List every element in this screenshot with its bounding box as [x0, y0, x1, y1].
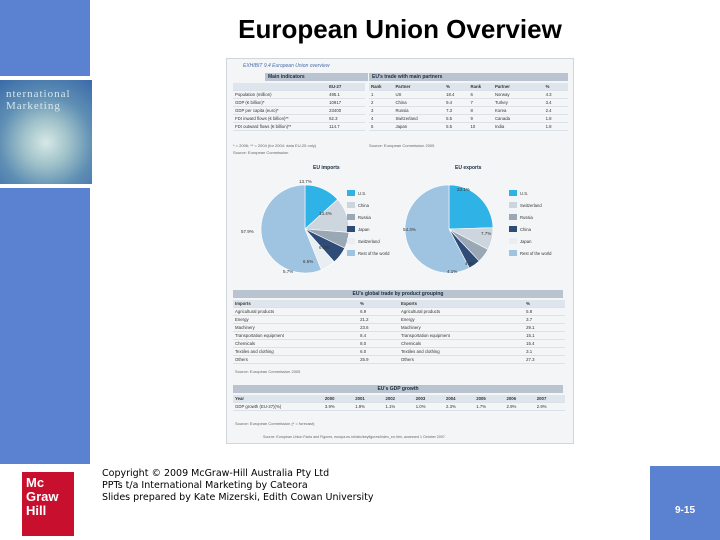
sidebar — [0, 0, 92, 540]
legend-swatch — [509, 250, 517, 256]
exports-legend — [509, 187, 551, 259]
table-cell: 8.0 — [360, 341, 367, 346]
table-row — [233, 308, 565, 316]
table-cell: 2001 — [355, 396, 365, 401]
copyright-notice — [102, 468, 373, 504]
table-cell: 5.8 — [526, 309, 533, 314]
legend-label: Rest of the world — [358, 250, 390, 256]
product-grouping-table — [233, 300, 565, 364]
table-cell: 495.1 — [329, 92, 340, 97]
table-cell: 3.4 — [545, 100, 552, 105]
legend-label: China — [520, 226, 531, 232]
table-cell: % — [446, 84, 450, 89]
imports-title: EU imports — [313, 165, 340, 171]
exports-title: EU exports — [455, 165, 482, 171]
legend-label: Japan — [520, 238, 532, 244]
table-cell: 7.3 — [446, 108, 453, 113]
legend-item — [509, 235, 551, 247]
table-header-row — [233, 300, 565, 308]
table-cell: Machinery — [401, 325, 421, 330]
legend-item — [509, 223, 551, 235]
table-cell: Year — [235, 396, 245, 401]
legend-swatch — [347, 238, 355, 244]
product-grouping-title: EU's global trade by product grouping — [233, 290, 563, 298]
table-cell: Canada — [494, 116, 510, 121]
table-cell: Textiles and clothing — [235, 349, 274, 354]
copyright-line: Copyright © 2009 McGraw-Hill Australia Pty Ltd — [102, 468, 330, 479]
legend-item — [509, 187, 551, 199]
table-cell: Others — [235, 357, 248, 362]
table-cell: GDP (€ billion)* — [235, 100, 265, 105]
table-cell: 2.3% — [445, 404, 456, 409]
table-cell: Korea — [494, 108, 507, 113]
table-cell: 10 — [470, 124, 476, 129]
table-cell: 1.9% — [355, 404, 365, 409]
legend-swatch — [509, 202, 517, 208]
table-cell: 2.9% — [536, 404, 547, 409]
imports-legend — [347, 187, 389, 259]
table-cell: Turkey — [494, 100, 508, 105]
table-cell: 4.3 — [545, 92, 552, 97]
table-cell: Norway — [494, 92, 510, 97]
legend-item — [509, 247, 551, 259]
exhibit-figure — [226, 58, 574, 444]
imports-label: 13.7% — [299, 179, 312, 184]
table-cell: 10917 — [329, 100, 342, 105]
page-number: 9-15 — [650, 466, 720, 540]
main-indicators-source: Source: European Commission — [233, 150, 289, 155]
table-cell: 2.4 — [545, 108, 552, 113]
table-row — [233, 403, 565, 411]
legend-swatch — [509, 226, 517, 232]
logo-word: Hill — [26, 503, 47, 518]
table-cell: 1.1% — [385, 404, 396, 409]
legend-item — [347, 223, 389, 235]
table-cell: GDP growth (EU-27)(%) — [235, 404, 282, 409]
table-cell: 5.5 — [446, 124, 453, 129]
table-cell: 62.3 — [329, 116, 338, 121]
legend-label: Switzerland — [520, 202, 542, 208]
legend-swatch — [347, 202, 355, 208]
copyright-line: PPTs t/a International Marketing by Cateora — [102, 480, 308, 491]
table-cell: 3.7 — [526, 317, 533, 322]
legend-swatch — [509, 238, 517, 244]
table-header-row — [233, 395, 565, 403]
exports-pie-slice — [449, 185, 493, 229]
table-cell: US — [395, 92, 402, 97]
table-cell: 4 — [371, 116, 374, 121]
table-cell: Others — [401, 357, 414, 362]
table-cell: Machinery — [235, 325, 255, 330]
table-row — [233, 324, 565, 332]
legend-label: Rest of the world — [520, 250, 552, 256]
table-cell: 18.4 — [446, 92, 455, 97]
table-cell: China — [395, 100, 407, 105]
table-cell: 2007 — [536, 396, 547, 401]
table-cell: 1.8 — [545, 116, 552, 121]
table-cell: Rank — [470, 84, 482, 89]
legend-label: U.S. — [358, 190, 367, 196]
table-cell: 27.3 — [526, 357, 535, 362]
table-row — [233, 356, 565, 364]
table-cell: Rank — [371, 84, 382, 89]
legend-item — [347, 235, 389, 247]
table-cell: 2006 — [506, 396, 517, 401]
table-cell: 2004 — [445, 396, 456, 401]
legend-label: U.S. — [520, 190, 529, 196]
table-cell: Partner — [395, 84, 411, 89]
legend-swatch — [509, 214, 517, 220]
table-cell: 15.1 — [526, 333, 535, 338]
exports-label: 54.3% — [403, 227, 416, 232]
exports-label: 4.1% — [447, 269, 458, 274]
imports-label: 13.4% — [319, 211, 332, 216]
table-cell: 3.1 — [526, 349, 533, 354]
legend-swatch — [347, 214, 355, 220]
table-row — [233, 332, 565, 340]
table-cell: Japan — [395, 124, 408, 129]
table-cell: 6.0 — [360, 349, 367, 354]
table-cell: 1.7% — [476, 404, 487, 409]
logo-word: Graw — [26, 489, 59, 504]
legend-label: Japan — [358, 226, 370, 232]
table-cell: 3.9% — [324, 404, 335, 409]
table-cell: 114.7 — [329, 124, 340, 129]
table-cell: Chemicals — [401, 341, 422, 346]
table-cell: Partner — [494, 84, 510, 89]
exports-label: 23.1% — [457, 187, 470, 192]
table-cell: % — [545, 84, 550, 89]
table-cell: 1.8 — [545, 124, 552, 129]
legend-label: Switzerland — [358, 238, 380, 244]
table-cell: Textiles and clothing — [401, 349, 440, 354]
legend-label: Russia — [358, 214, 371, 220]
table-cell: Exports — [401, 301, 417, 306]
table-cell: % — [526, 301, 530, 306]
exhibit-heading: EXHIBIT 9.4 European Union overview — [243, 63, 330, 69]
legend-item — [347, 199, 389, 211]
table-cell: FDI outward flows (€ billion)** — [235, 124, 292, 129]
table-row — [233, 316, 565, 324]
table-cell: 9.4 — [446, 100, 453, 105]
table-cell: Switzerland — [395, 116, 418, 121]
table-cell: Transportation equipment — [235, 333, 284, 338]
trade-partners-source: Source: European Commission 2005 — [369, 143, 435, 148]
product-grouping-source: Source: European Commission 2005 — [235, 369, 301, 374]
logo-line-2: Marketing — [6, 100, 61, 112]
logo-word: Mc — [26, 475, 45, 490]
main-indicators-title: Main indicators — [265, 73, 368, 81]
legend-item — [347, 247, 389, 259]
table-cell: 8 — [470, 108, 473, 113]
slide-title: European Union Overview — [238, 14, 562, 44]
table-cell: Transportation equipment — [401, 333, 450, 338]
table-cell: 6.9 — [360, 309, 367, 314]
legend-swatch — [347, 190, 355, 196]
table-cell: GDP per capita (euro)* — [235, 108, 279, 113]
exports-label: 7.7% — [481, 231, 492, 236]
table-cell: Chemicals — [235, 341, 256, 346]
sidebar-block — [0, 188, 90, 464]
table-cell: 1 — [371, 92, 374, 97]
table-cell: EU-27 — [329, 84, 342, 89]
table-cell: 2.9% — [506, 404, 517, 409]
table-cell: 7 — [470, 100, 473, 105]
imports-label: 5.7% — [283, 269, 294, 274]
gdp-growth-title: EU's GDP growth — [233, 385, 563, 393]
table-cell: Agricultural products — [401, 309, 441, 314]
table-cell: 25.9 — [360, 357, 369, 362]
table-cell: Russia — [395, 108, 409, 113]
imports-label: 57.9% — [241, 229, 254, 234]
legend-label: China — [358, 202, 369, 208]
legend-label: Russia — [520, 214, 533, 220]
legend-item — [509, 211, 551, 223]
sidebar-block — [0, 0, 90, 76]
table-cell: Agricultural products — [235, 309, 275, 314]
table-cell: Population (million) — [235, 92, 272, 97]
copyright-line: Slides prepared by Kate Mizerski, Edith Cowan University — [102, 492, 374, 503]
book-cover-logo — [0, 80, 92, 184]
legend-item — [347, 187, 389, 199]
table-cell: 2000 — [324, 396, 335, 401]
table-cell: 2005 — [476, 396, 486, 401]
table-cell: 2003 — [415, 396, 426, 401]
table-cell: 6 — [470, 92, 473, 97]
table-cell: FDI inward flows (€ billion)** — [235, 116, 289, 121]
logo-line-1: nternational — [6, 88, 71, 100]
main-indicators-note: * = 2006; ** = 2004 (for 2004: data EU-25 only) — [233, 143, 317, 148]
table-row — [233, 348, 565, 356]
legend-swatch — [347, 250, 355, 256]
table-cell: 5.5 — [446, 116, 453, 121]
trade-partners-title: EU's trade with main partners — [369, 73, 568, 81]
gdp-growth-source: Source: European Commission (* = forecast) — [235, 421, 315, 426]
table-cell: 2 — [371, 100, 374, 105]
table-cell: Energy — [401, 317, 415, 322]
imports-label: 6.1% — [319, 245, 330, 250]
exhibit-source: Source: European Union Facts and Figures, europa.eu.int/abc/keyfigures/index_en.htm, accessed 1 October 2007. — [263, 435, 446, 439]
legend-swatch — [347, 226, 355, 232]
table-cell: Imports — [235, 301, 251, 306]
mcgraw-hill-logo — [22, 472, 74, 536]
gdp-growth-table — [233, 395, 565, 411]
table-cell: 2002 — [385, 396, 396, 401]
legend-item — [509, 199, 551, 211]
legend-item — [347, 211, 389, 223]
table-cell: 1.0% — [415, 404, 426, 409]
table-cell: 23.6 — [360, 325, 369, 330]
table-cell: 29.1 — [526, 325, 535, 330]
table-cell: 15.4 — [526, 341, 535, 346]
table-cell: % — [360, 301, 364, 306]
table-cell: 5 — [371, 124, 374, 129]
exports-label: 4.98 — [465, 261, 474, 266]
table-cell: 21.2 — [360, 317, 369, 322]
table-cell: 9 — [470, 116, 473, 121]
table-row — [233, 340, 565, 348]
table-cell: India — [494, 124, 505, 129]
table-cell: 8.4 — [360, 333, 367, 338]
imports-label: 6.5% — [303, 259, 314, 264]
table-cell: Energy — [235, 317, 249, 322]
legend-swatch — [509, 190, 517, 196]
table-cell: 3 — [371, 108, 374, 113]
table-cell: 23400 — [329, 108, 342, 113]
